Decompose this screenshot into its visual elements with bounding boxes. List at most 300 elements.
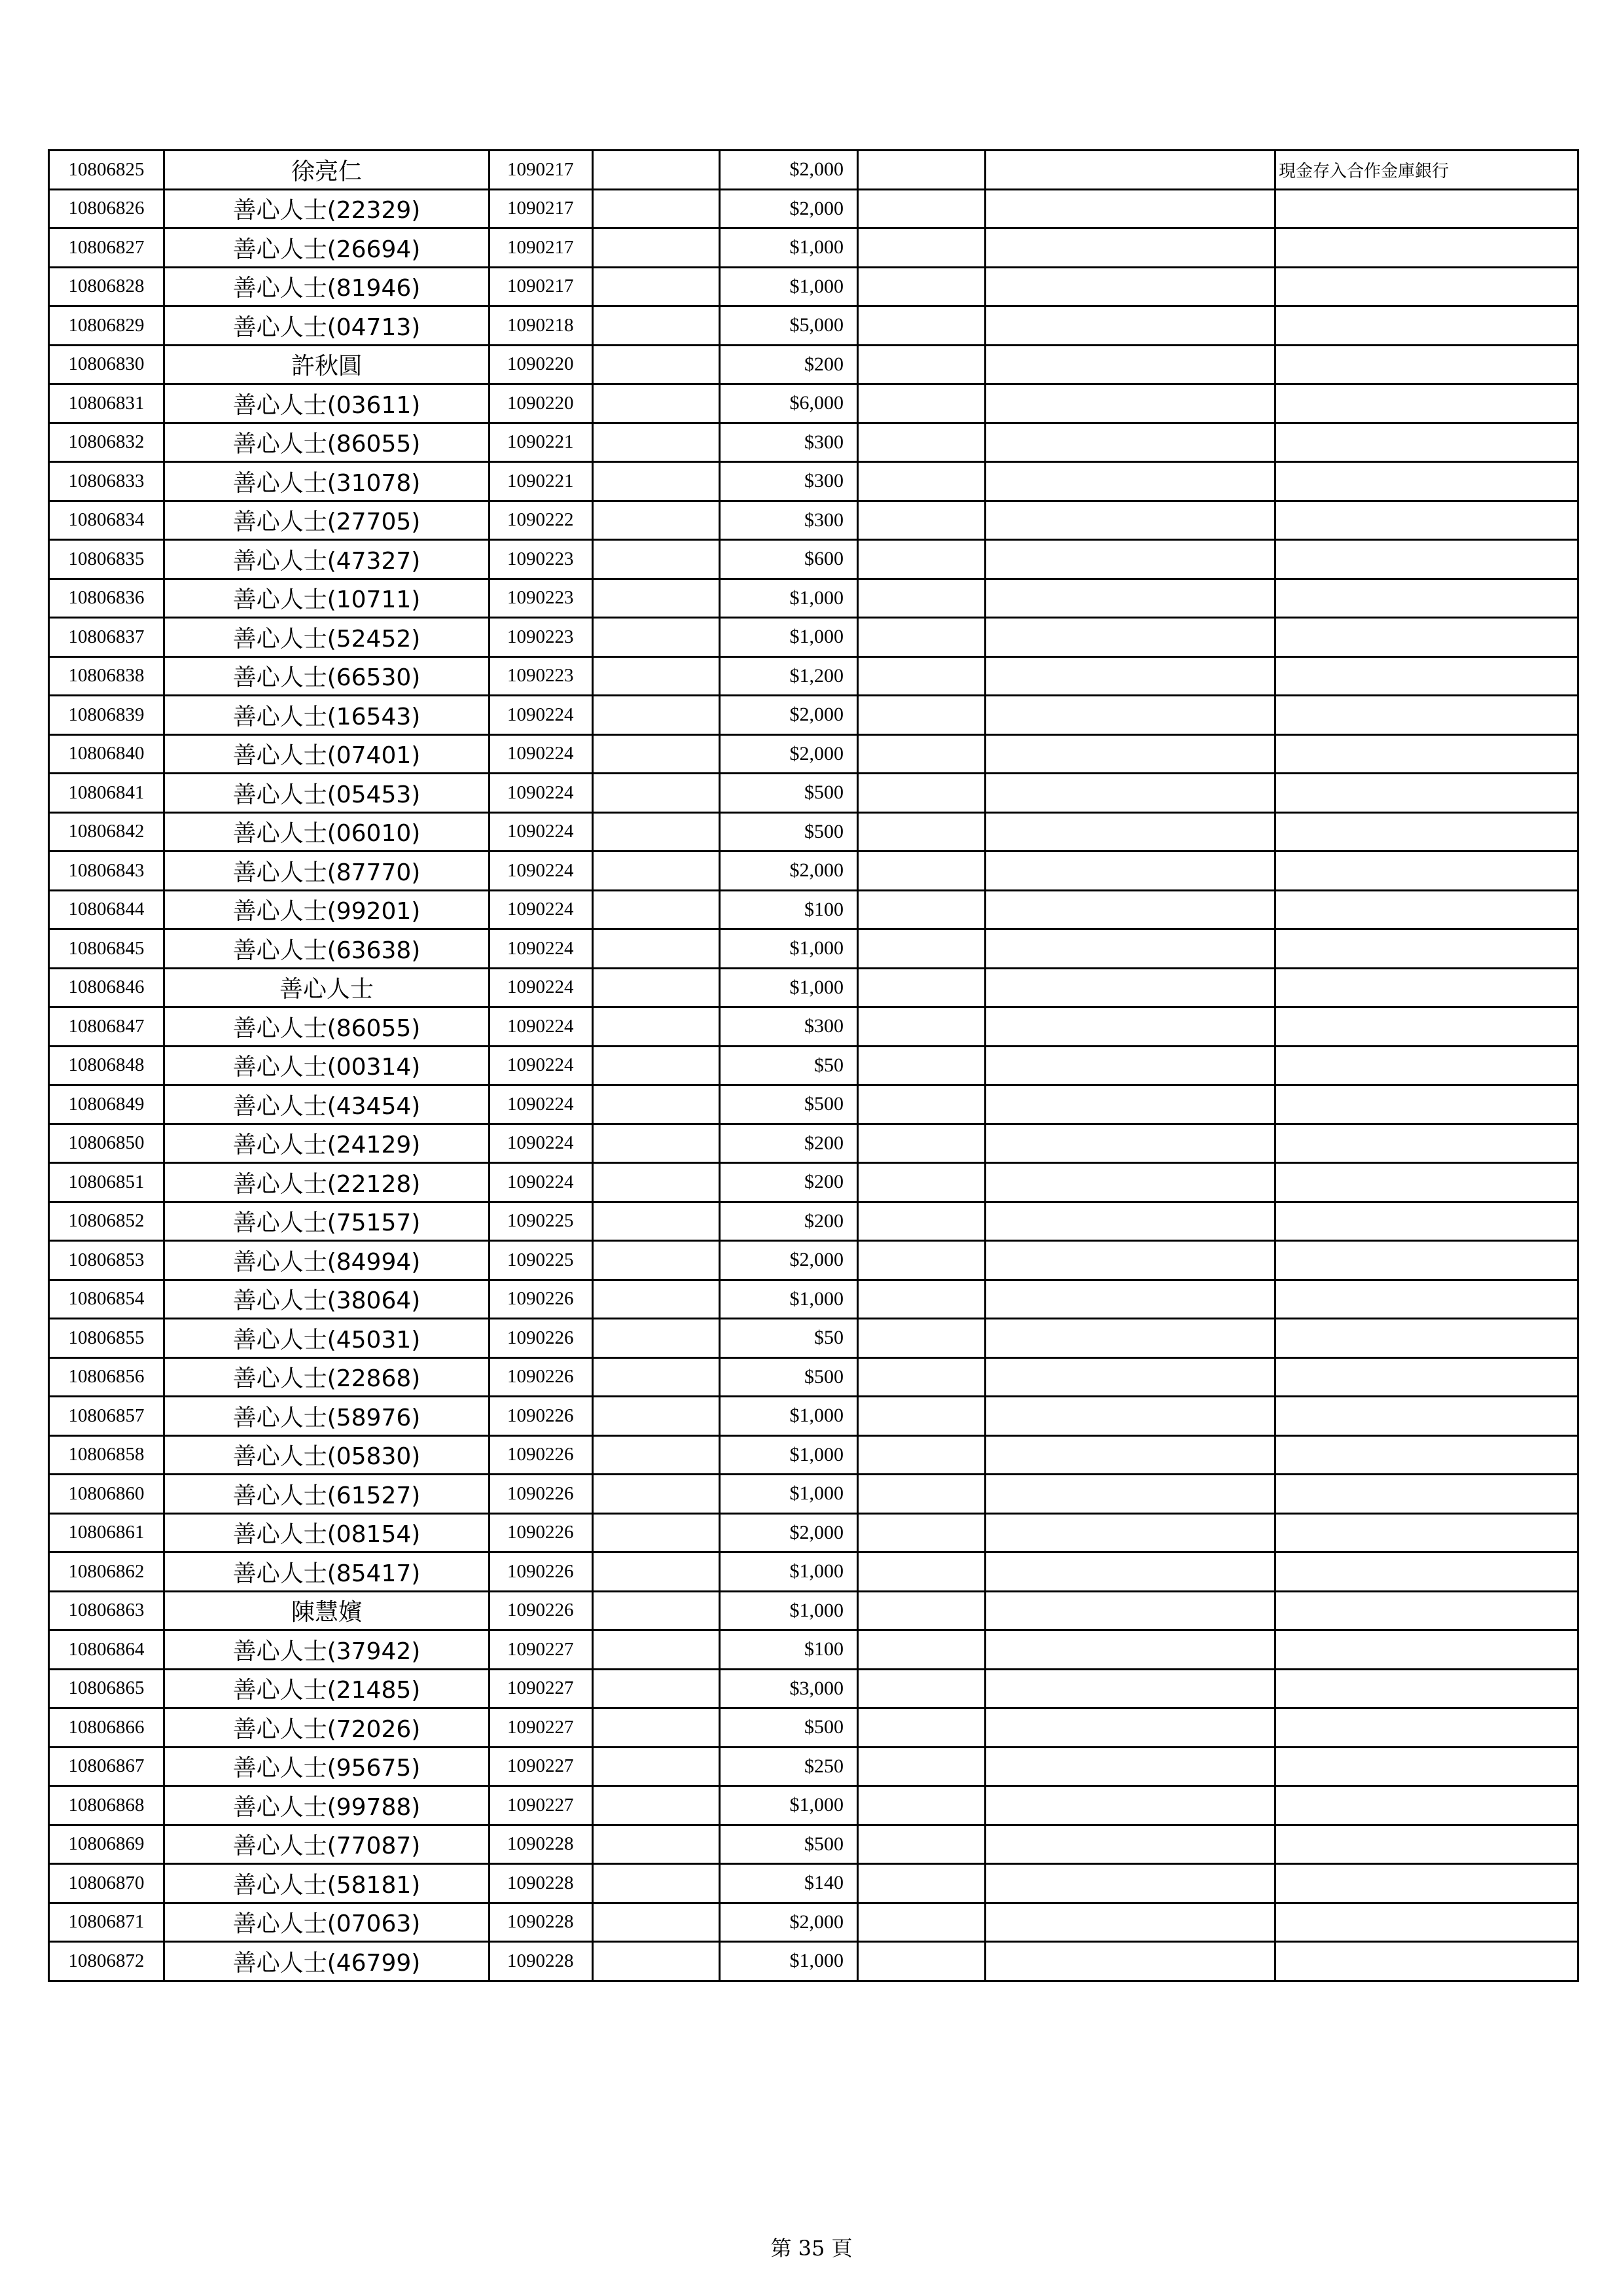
remark-cell: [1275, 540, 1578, 579]
receipt-number-cell: 10806832: [49, 423, 164, 462]
blank-cell: [858, 540, 986, 579]
blank-cell: [858, 462, 986, 501]
blank-cell: [593, 151, 720, 190]
donor-name-cell: 善心人士(85417): [164, 1552, 490, 1592]
donation-date-cell: 1090223: [490, 618, 593, 657]
blank-cell: [593, 1942, 720, 1981]
table-row: [49, 540, 1578, 579]
remark-cell: [1275, 1085, 1578, 1124]
receipt-number-cell: 10806847: [49, 1007, 164, 1047]
table-row: [49, 812, 1578, 852]
amount-cell: $200: [720, 345, 858, 384]
amount-cell: $200: [720, 1163, 858, 1202]
blank-cell: [858, 929, 986, 969]
blank-cell: [858, 1085, 986, 1124]
blank-cell: [593, 306, 720, 346]
blank-cell: [858, 1591, 986, 1630]
receipt-number-cell: 10806827: [49, 228, 164, 268]
donor-name-cell: 善心人士(45031): [164, 1319, 490, 1358]
blank-cell: [593, 1241, 720, 1280]
blank-cell: [986, 1124, 1275, 1163]
donor-name-cell: 善心人士(06010): [164, 812, 490, 852]
receipt-number-cell: 10806825: [49, 151, 164, 190]
amount-cell: $6,000: [720, 384, 858, 423]
blank-cell: [858, 1708, 986, 1748]
amount-cell: $2,000: [720, 189, 858, 228]
donor-name-cell: 善心人士: [164, 968, 490, 1007]
remark-cell: [1275, 1124, 1578, 1163]
receipt-number-cell: 10806848: [49, 1046, 164, 1085]
blank-cell: [858, 579, 986, 618]
blank-cell: [593, 462, 720, 501]
receipt-number-cell: 10806853: [49, 1241, 164, 1280]
donor-name-cell: 善心人士(99788): [164, 1786, 490, 1825]
blank-cell: [593, 501, 720, 540]
donor-name-cell: 善心人士(22128): [164, 1163, 490, 1202]
blank-cell: [858, 1513, 986, 1552]
amount-cell: $1,000: [720, 1280, 858, 1319]
blank-cell: [986, 1942, 1275, 1981]
blank-cell: [986, 774, 1275, 813]
donor-name-cell: 善心人士(46799): [164, 1942, 490, 1981]
donor-name-cell: 善心人士(84994): [164, 1241, 490, 1280]
donor-name-cell: 善心人士(58976): [164, 1397, 490, 1436]
donor-name-cell: 善心人士(77087): [164, 1825, 490, 1864]
blank-cell: [593, 1864, 720, 1903]
blank-cell: [858, 1046, 986, 1085]
receipt-number-cell: 10806866: [49, 1708, 164, 1748]
receipt-number-cell: 10806844: [49, 890, 164, 929]
amount-cell: $2,000: [720, 852, 858, 891]
donor-name-cell: 善心人士(87770): [164, 852, 490, 891]
donation-date-cell: 1090224: [490, 1085, 593, 1124]
receipt-number-cell: 10806839: [49, 696, 164, 735]
remark-cell: [1275, 968, 1578, 1007]
blank-cell: [593, 1747, 720, 1786]
receipt-number-cell: 10806833: [49, 462, 164, 501]
blank-cell: [858, 618, 986, 657]
blank-cell: [986, 618, 1275, 657]
donor-name-cell: 善心人士(61527): [164, 1475, 490, 1514]
donation-date-cell: 1090225: [490, 1241, 593, 1280]
blank-cell: [593, 929, 720, 969]
donor-name-cell: 善心人士(27705): [164, 501, 490, 540]
donor-name-cell: 善心人士(95675): [164, 1747, 490, 1786]
blank-cell: [593, 1552, 720, 1592]
table-row: [49, 968, 1578, 1007]
blank-cell: [986, 1085, 1275, 1124]
blank-cell: [858, 306, 986, 346]
blank-cell: [986, 1397, 1275, 1436]
blank-cell: [593, 540, 720, 579]
amount-cell: $1,000: [720, 1552, 858, 1592]
donation-date-cell: 1090226: [490, 1397, 593, 1436]
remark-cell: [1275, 1163, 1578, 1202]
receipt-number-cell: 10806850: [49, 1124, 164, 1163]
receipt-number-cell: 10806835: [49, 540, 164, 579]
table-row: [49, 1513, 1578, 1552]
donor-name-cell: 許秋圓: [164, 345, 490, 384]
blank-cell: [858, 267, 986, 306]
blank-cell: [986, 579, 1275, 618]
amount-cell: $300: [720, 501, 858, 540]
blank-cell: [858, 1435, 986, 1475]
table-row: [49, 1085, 1578, 1124]
blank-cell: [593, 1046, 720, 1085]
blank-cell: [858, 384, 986, 423]
donor-name-cell: 善心人士(08154): [164, 1513, 490, 1552]
blank-cell: [986, 501, 1275, 540]
blank-cell: [858, 1357, 986, 1397]
donor-name-cell: 善心人士(72026): [164, 1708, 490, 1748]
remark-cell: [1275, 1864, 1578, 1903]
blank-cell: [858, 1552, 986, 1592]
blank-cell: [986, 1435, 1275, 1475]
donor-name-cell: 善心人士(66530): [164, 656, 490, 696]
receipt-number-cell: 10806840: [49, 734, 164, 774]
remark-cell: [1275, 618, 1578, 657]
blank-cell: [986, 1357, 1275, 1397]
table-row: [49, 306, 1578, 346]
blank-cell: [858, 1124, 986, 1163]
donation-date-cell: 1090220: [490, 345, 593, 384]
receipt-number-cell: 10806834: [49, 501, 164, 540]
blank-cell: [858, 1630, 986, 1670]
donation-date-cell: 1090223: [490, 540, 593, 579]
remark-cell: [1275, 1669, 1578, 1708]
blank-cell: [986, 1513, 1275, 1552]
table-row: [49, 1591, 1578, 1630]
donor-name-cell: 善心人士(63638): [164, 929, 490, 969]
blank-cell: [593, 1435, 720, 1475]
donor-name-cell: 善心人士(07401): [164, 734, 490, 774]
donation-date-cell: 1090218: [490, 306, 593, 346]
blank-cell: [858, 812, 986, 852]
receipt-number-cell: 10806838: [49, 656, 164, 696]
donation-date-cell: 1090224: [490, 774, 593, 813]
amount-cell: $1,000: [720, 1397, 858, 1436]
remark-cell: 現金存入合作金庫銀行: [1275, 151, 1578, 190]
blank-cell: [986, 1046, 1275, 1085]
remark-cell: [1275, 1007, 1578, 1047]
table-row: [49, 1124, 1578, 1163]
remark-cell: [1275, 384, 1578, 423]
blank-cell: [858, 1280, 986, 1319]
blank-cell: [858, 423, 986, 462]
receipt-number-cell: 10806868: [49, 1786, 164, 1825]
receipt-number-cell: 10806864: [49, 1630, 164, 1670]
blank-cell: [858, 1942, 986, 1981]
blank-cell: [593, 968, 720, 1007]
donor-name-cell: 善心人士(58181): [164, 1864, 490, 1903]
blank-cell: [593, 1124, 720, 1163]
blank-cell: [986, 462, 1275, 501]
donor-name-cell: 善心人士(37942): [164, 1630, 490, 1670]
receipt-number-cell: 10806831: [49, 384, 164, 423]
table-row: [49, 696, 1578, 735]
blank-cell: [593, 890, 720, 929]
donor-name-cell: 善心人士(52452): [164, 618, 490, 657]
blank-cell: [858, 852, 986, 891]
receipt-number-cell: 10806862: [49, 1552, 164, 1592]
amount-cell: $200: [720, 1124, 858, 1163]
receipt-number-cell: 10806841: [49, 774, 164, 813]
donation-date-cell: 1090223: [490, 579, 593, 618]
blank-cell: [858, 696, 986, 735]
donor-name-cell: 善心人士(86055): [164, 423, 490, 462]
remark-cell: [1275, 267, 1578, 306]
amount-cell: $1,000: [720, 1942, 858, 1981]
page-number: 第 35 頁: [770, 2236, 853, 2261]
donor-name-cell: 善心人士(31078): [164, 462, 490, 501]
blank-cell: [858, 1007, 986, 1047]
blank-cell: [858, 1903, 986, 1942]
donor-name-cell: 善心人士(75157): [164, 1202, 490, 1241]
donation-ledger-table: [48, 149, 1579, 1982]
blank-cell: [986, 929, 1275, 969]
donor-name-cell: 善心人士(05830): [164, 1435, 490, 1475]
donation-date-cell: 1090228: [490, 1942, 593, 1981]
remark-cell: [1275, 1357, 1578, 1397]
table-row: [49, 656, 1578, 696]
amount-cell: $1,000: [720, 1435, 858, 1475]
blank-cell: [593, 656, 720, 696]
table-row: [49, 890, 1578, 929]
remark-cell: [1275, 189, 1578, 228]
donation-date-cell: 1090224: [490, 1046, 593, 1085]
table-row: [49, 1241, 1578, 1280]
receipt-number-cell: 10806852: [49, 1202, 164, 1241]
table-row: [49, 1747, 1578, 1786]
blank-cell: [858, 1241, 986, 1280]
blank-cell: [986, 1475, 1275, 1514]
donation-date-cell: 1090224: [490, 1124, 593, 1163]
table-row: [49, 1864, 1578, 1903]
blank-cell: [858, 1786, 986, 1825]
blank-cell: [593, 345, 720, 384]
donor-name-cell: 善心人士(22868): [164, 1357, 490, 1397]
donation-date-cell: 1090228: [490, 1825, 593, 1864]
donor-name-cell: 善心人士(86055): [164, 1007, 490, 1047]
remark-cell: [1275, 1552, 1578, 1592]
amount-cell: $3,000: [720, 1669, 858, 1708]
blank-cell: [593, 1357, 720, 1397]
donation-date-cell: 1090224: [490, 852, 593, 891]
blank-cell: [986, 1786, 1275, 1825]
donor-name-cell: 善心人士(26694): [164, 228, 490, 268]
blank-cell: [858, 1163, 986, 1202]
donation-date-cell: 1090224: [490, 1007, 593, 1047]
blank-cell: [986, 1903, 1275, 1942]
remark-cell: [1275, 1942, 1578, 1981]
donation-date-cell: 1090226: [490, 1552, 593, 1592]
receipt-number-cell: 10806870: [49, 1864, 164, 1903]
donation-date-cell: 1090226: [490, 1513, 593, 1552]
amount-cell: $1,000: [720, 1475, 858, 1514]
amount-cell: $500: [720, 1708, 858, 1748]
donation-date-cell: 1090226: [490, 1475, 593, 1514]
remark-cell: [1275, 734, 1578, 774]
donation-date-cell: 1090226: [490, 1435, 593, 1475]
amount-cell: $2,000: [720, 1513, 858, 1552]
donation-date-cell: 1090217: [490, 228, 593, 268]
receipt-number-cell: 10806861: [49, 1513, 164, 1552]
blank-cell: [986, 1241, 1275, 1280]
blank-cell: [593, 579, 720, 618]
amount-cell: $50: [720, 1046, 858, 1085]
donation-date-cell: 1090224: [490, 929, 593, 969]
donor-name-cell: 善心人士(03611): [164, 384, 490, 423]
blank-cell: [593, 852, 720, 891]
amount-cell: $2,000: [720, 1241, 858, 1280]
blank-cell: [593, 1786, 720, 1825]
receipt-number-cell: 10806842: [49, 812, 164, 852]
blank-cell: [986, 540, 1275, 579]
donor-name-cell: 善心人士(10711): [164, 579, 490, 618]
donation-date-cell: 1090226: [490, 1357, 593, 1397]
amount-cell: $500: [720, 1085, 858, 1124]
blank-cell: [986, 1202, 1275, 1241]
remark-cell: [1275, 1591, 1578, 1630]
donation-date-cell: 1090228: [490, 1903, 593, 1942]
receipt-number-cell: 10806836: [49, 579, 164, 618]
blank-cell: [858, 228, 986, 268]
blank-cell: [986, 812, 1275, 852]
remark-cell: [1275, 1046, 1578, 1085]
blank-cell: [986, 890, 1275, 929]
table-row: [49, 1397, 1578, 1436]
blank-cell: [858, 189, 986, 228]
amount-cell: $300: [720, 1007, 858, 1047]
donation-date-cell: 1090227: [490, 1708, 593, 1748]
blank-cell: [858, 345, 986, 384]
remark-cell: [1275, 345, 1578, 384]
blank-cell: [593, 1280, 720, 1319]
blank-cell: [858, 656, 986, 696]
table-row: [49, 929, 1578, 969]
blank-cell: [593, 1007, 720, 1047]
blank-cell: [986, 1552, 1275, 1592]
blank-cell: [986, 384, 1275, 423]
amount-cell: $2,000: [720, 151, 858, 190]
blank-cell: [858, 1319, 986, 1358]
blank-cell: [858, 1475, 986, 1514]
remark-cell: [1275, 501, 1578, 540]
receipt-number-cell: 10806858: [49, 1435, 164, 1475]
donation-date-cell: 1090227: [490, 1669, 593, 1708]
donor-name-cell: 善心人士(38064): [164, 1280, 490, 1319]
blank-cell: [858, 1397, 986, 1436]
table-row: [49, 1319, 1578, 1358]
blank-cell: [858, 1864, 986, 1903]
amount-cell: $500: [720, 1357, 858, 1397]
remark-cell: [1275, 852, 1578, 891]
donation-date-cell: 1090225: [490, 1202, 593, 1241]
blank-cell: [986, 423, 1275, 462]
donation-date-cell: 1090227: [490, 1786, 593, 1825]
table-row: [49, 267, 1578, 306]
donor-name-cell: 善心人士(99201): [164, 890, 490, 929]
donor-name-cell: 善心人士(16543): [164, 696, 490, 735]
receipt-number-cell: 10806849: [49, 1085, 164, 1124]
receipt-number-cell: 10806843: [49, 852, 164, 891]
donor-name-cell: 徐亮仁: [164, 151, 490, 190]
remark-cell: [1275, 774, 1578, 813]
amount-cell: $300: [720, 423, 858, 462]
blank-cell: [858, 501, 986, 540]
blank-cell: [593, 423, 720, 462]
blank-cell: [593, 1163, 720, 1202]
blank-cell: [986, 968, 1275, 1007]
remark-cell: [1275, 696, 1578, 735]
table-row: [49, 462, 1578, 501]
donation-date-cell: 1090227: [490, 1630, 593, 1670]
blank-cell: [593, 1475, 720, 1514]
receipt-number-cell: 10806828: [49, 267, 164, 306]
blank-cell: [593, 1397, 720, 1436]
remark-cell: [1275, 1903, 1578, 1942]
blank-cell: [593, 1903, 720, 1942]
remark-cell: [1275, 1825, 1578, 1864]
donation-date-cell: 1090222: [490, 501, 593, 540]
blank-cell: [858, 1202, 986, 1241]
donation-date-cell: 1090224: [490, 890, 593, 929]
blank-cell: [593, 618, 720, 657]
blank-cell: [858, 1825, 986, 1864]
donation-date-cell: 1090224: [490, 734, 593, 774]
table-row: [49, 1435, 1578, 1475]
remark-cell: [1275, 1630, 1578, 1670]
amount-cell: $250: [720, 1747, 858, 1786]
donation-date-cell: 1090221: [490, 423, 593, 462]
table-row: [49, 1007, 1578, 1047]
receipt-number-cell: 10806872: [49, 1942, 164, 1981]
table-row: [49, 384, 1578, 423]
receipt-number-cell: 10806871: [49, 1903, 164, 1942]
remark-cell: [1275, 1241, 1578, 1280]
amount-cell: $5,000: [720, 306, 858, 346]
amount-cell: $50: [720, 1319, 858, 1358]
donor-name-cell: 善心人士(22329): [164, 189, 490, 228]
receipt-number-cell: 10806854: [49, 1280, 164, 1319]
table-row: [49, 1475, 1578, 1514]
donation-date-cell: 1090224: [490, 696, 593, 735]
donation-date-cell: 1090220: [490, 384, 593, 423]
amount-cell: $1,000: [720, 929, 858, 969]
receipt-number-cell: 10806860: [49, 1475, 164, 1514]
donation-date-cell: 1090227: [490, 1747, 593, 1786]
blank-cell: [858, 774, 986, 813]
blank-cell: [593, 696, 720, 735]
donation-date-cell: 1090226: [490, 1319, 593, 1358]
amount-cell: $300: [720, 462, 858, 501]
remark-cell: [1275, 812, 1578, 852]
remark-cell: [1275, 1747, 1578, 1786]
blank-cell: [858, 968, 986, 1007]
amount-cell: $1,000: [720, 618, 858, 657]
blank-cell: [986, 1007, 1275, 1047]
blank-cell: [593, 228, 720, 268]
receipt-number-cell: 10806845: [49, 929, 164, 969]
remark-cell: [1275, 1513, 1578, 1552]
table-row: [49, 1280, 1578, 1319]
blank-cell: [858, 1747, 986, 1786]
remark-cell: [1275, 1708, 1578, 1748]
donation-date-cell: 1090226: [490, 1591, 593, 1630]
donor-name-cell: 陳慧嬪: [164, 1591, 490, 1630]
donation-date-cell: 1090224: [490, 1163, 593, 1202]
blank-cell: [593, 1630, 720, 1670]
